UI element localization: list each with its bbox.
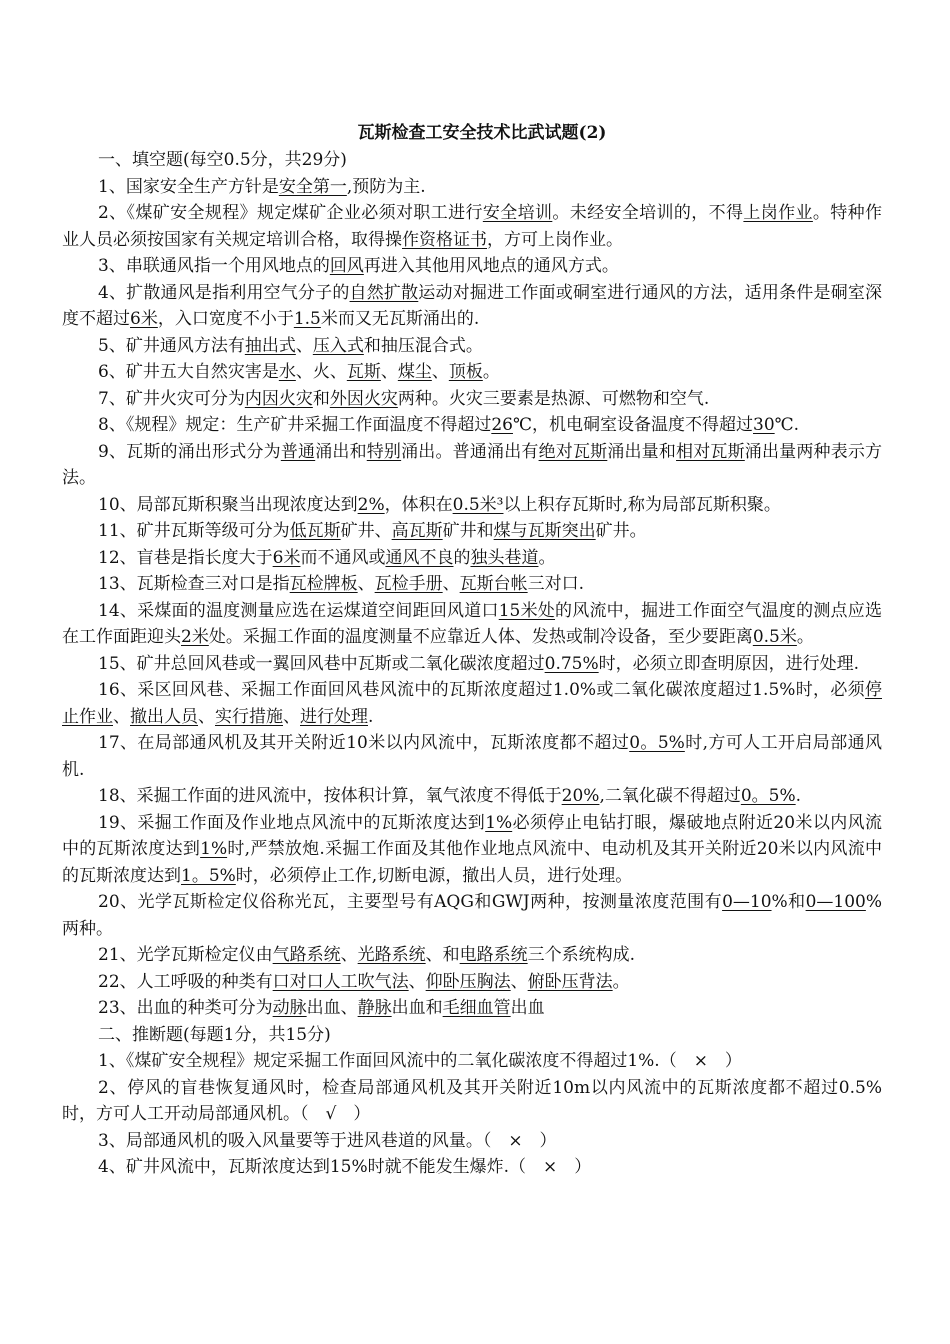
text-run: 1、《煤矿安全规程》规定采掘工作面回风流中的二氧化碳浓度不得超过1%.（ × ） [98,1051,742,1071]
text-run: 12、盲巷是指长度大于 [98,547,273,568]
answer-blank: 瓦斯 [346,362,381,382]
answer-blank: 0。5% [629,733,685,753]
answer-blank: 0.5米 [752,627,797,647]
text-run: 二、推断题(每题1分，共15分) [98,1024,331,1045]
text-run: 、和 [425,945,460,965]
text-run: 矿井和 [442,521,494,541]
text-run: ,预防为主. [346,176,426,197]
text-run: 。未经安全培训的，不得 [552,203,744,223]
answer-blank: 独头巷道 [470,547,539,568]
text-run: 。特种作业人员必须按国家有关规定培训合格，取得操 [62,203,883,250]
text-run: 、 [357,574,375,594]
paragraph [62,783,882,810]
text-run: 两种。火灾三要素是热源、可燃物和空气. [397,388,710,409]
answer-blank: 26 [491,415,513,435]
answer-blank: 作资格证书 [402,229,487,250]
paragraph [62,889,882,942]
text-run: 、 [380,362,398,382]
text-run: 7、矿井火灾可分为 [98,388,245,409]
paragraph [62,386,882,413]
text-run: 时，必须停止工作,切断电源，撤出人员，进行处理。 [235,865,633,886]
text-run: 三对口. [527,574,585,594]
text-run: 13、瓦斯检查三对口是指 [98,574,290,594]
text-run: 时,方可人工开启局部通风机. [62,733,882,780]
text-run: 11、矿井瓦斯等级可分为 [98,521,290,541]
answer-blank: 0。5% [740,786,796,806]
answer-blank: 绝对瓦斯 [538,441,608,462]
answer-blank: 静脉 [357,998,392,1018]
text-run: 涌出量两种表示方法。 [62,441,883,488]
text-run: 8、《规程》规定：生产矿井采掘工作面温度不得超过 [98,415,492,435]
paragraph [62,545,882,572]
document-title: 瓦斯检查工安全技术比武试题(2) [357,123,607,143]
text-run: 一、填空题(每空0.5分，共29分) [98,150,347,170]
paragraph [62,1154,882,1181]
answer-blank: 电路系统 [459,945,528,965]
answer-blank: 停止作业 [62,680,882,727]
text-run: 9、瓦斯的涌出形式分为 [98,441,281,462]
text-run: 、 [408,971,426,992]
answer-blank: 煤与瓦斯突出 [493,521,596,541]
paragraph [62,412,882,439]
answer-blank: 外因火灾 [329,388,398,409]
text-run: . [368,706,374,727]
answer-blank: 安全第一 [278,176,347,197]
text-run: 21、光学瓦斯检定仪由 [98,945,273,965]
answer-blank: 瓦检牌板 [289,574,358,594]
paragraph [62,730,882,783]
answer-blank: 俯卧压背法 [527,971,613,992]
paragraph [62,333,882,360]
answer-blank: 1% [200,839,228,859]
text-run: 2、《煤矿安全规程》规定煤矿企业必须对职工进行 [98,203,483,223]
paragraph [62,518,882,545]
text-run: 米而又无瓦斯涌出的. [320,309,480,329]
answer-blank: 6米 [272,547,301,568]
answer-blank: 普通 [280,441,316,462]
answer-blank: 通风不良 [385,547,454,568]
answer-blank: 进行处理 [300,706,368,727]
answer-blank: 0.75% [544,653,599,674]
text-run: 5、矿井通风方法有 [98,335,245,356]
text-run: 。 [538,547,556,568]
text-run: 3、串联通风指一个用风地点的 [98,256,330,276]
text-run: 矿井、 [340,521,392,541]
text-run: 出血 [510,998,545,1018]
answer-blank: 自然扩散 [349,282,419,303]
answer-blank: 瓦检手册 [374,574,443,594]
text-run: 20、光学瓦斯检定仪俗称光瓦，主要型号有AQG和GWJ两种，按测量浓度范围有 [98,892,723,912]
text-run: 22、人工呼吸的种类有 [98,971,273,992]
text-run: 、 [283,706,300,727]
text-run: 矿井。 [595,521,647,541]
text-run: 4、扩散通风是指利用空气分子的 [98,282,350,303]
answer-blank: 相对瓦斯 [676,441,745,462]
text-run: 、 [431,362,449,382]
answer-blank: 煤尘 [397,362,432,382]
answer-blank: 回风 [329,256,364,276]
text-run: 、 [198,706,215,727]
text-run: 、 [340,945,358,965]
answer-blank: 6米 [130,309,158,329]
answer-blank: 上岗作业 [743,203,813,223]
text-run: ，体积在 [384,494,453,515]
text-run: 再进入其他用风地点的通风方式。 [363,256,619,276]
text-run: 1、国家安全生产方针是 [98,176,279,197]
answer-blank: 特别 [366,441,402,462]
text-run: 、火、 [295,362,347,382]
answer-blank: 0—10 [722,892,772,912]
text-run: 3、局部通风机的吸入风量要等于进风巷道的风量。（ × ） [98,1130,557,1151]
text-run: 涌出和 [315,441,367,462]
text-run: 19、采掘工作面及作业地点风流中的瓦斯浓度达到 [98,812,486,833]
text-run: %两种。 [62,892,883,939]
paragraph [62,1048,882,1075]
text-run: 的 [453,547,471,568]
text-run: 三个系统构成. [527,945,636,965]
answer-blank: 低瓦斯 [289,521,341,541]
paragraph [62,1128,882,1155]
answer-blank: 仰卧压胸法 [425,971,511,992]
paragraph [62,969,882,996]
answer-blank: 光路系统 [357,945,426,965]
text-run: 16、采区回风巷、采掘工作面回风巷风流中的瓦斯浓度超过1.0%或二氧化碳浓度超过1.5%时，必须 [98,680,865,700]
paragraph [62,359,882,386]
text-run: 以上积存瓦斯时,称为局部瓦斯积聚。 [503,494,781,515]
answer-blank: 抽出式 [244,335,296,356]
text-run: . [795,786,802,806]
answer-blank: 瓦斯台帐 [459,574,528,594]
text-run: 的风流中，掘进工作面空气温度的测点应选在工作面距迎头 [62,600,882,647]
document-page [62,120,882,1181]
answer-blank: 口对口人工吹气法 [272,971,409,992]
answer-blank: 30 [753,415,775,435]
text-run: 涌出量和 [607,441,677,462]
answer-blank: 2米 [181,627,209,647]
text-run: ℃. [774,415,800,435]
text-run: 运动对掘进工作面或硐室进行通风的方法，适用条件是硐室深度不超过 [62,282,883,329]
paragraph [62,1022,882,1049]
text-run: ，入口宽度不小于 [157,309,294,329]
paragraph [62,598,882,651]
text-run: 18、采掘工作面的进风流中，按体积计算，氧气浓度不得低于 [98,786,562,806]
paragraph [62,651,882,678]
paragraph [62,280,882,333]
paragraph [62,439,882,492]
answer-blank: 15米处 [498,600,556,621]
answer-blank: 20% [561,786,600,806]
answer-blank: 实行措施 [215,706,283,727]
text-run: 23、出血的种类可分为 [98,998,273,1018]
text-run: 、 [295,335,313,356]
text-run: 10、局部瓦斯积聚当出现浓度达到 [98,494,358,515]
paragraph [62,1075,882,1128]
answer-blank: 撤出人员 [130,706,198,727]
text-run: 和抽压混合式。 [363,335,483,356]
answer-blank: 安全培训 [482,203,553,223]
answer-blank: 动脉 [272,998,307,1018]
paragraph [62,174,882,201]
answer-blank: 气路系统 [272,945,341,965]
paragraph [62,492,882,519]
text-run: 必须停止电钻打眼，爆破地点附近20米以内风流中的瓦斯浓度达到 [62,812,882,859]
text-run: 。 [796,627,814,647]
text-run: 时，必须立即查明原因，进行处理. [598,653,860,674]
text-run: 4、矿井风流中，瓦斯浓度达到15%时就不能发生爆炸.（ × ） [98,1157,592,1177]
text-run: ，方可上岗作业。 [487,229,623,250]
paragraph [62,147,882,174]
text-run: 、 [113,706,130,727]
text-run: 14、采煤面的温度测量应选在运煤道空间距回风道口 [98,600,499,621]
answer-blank: 毛细血管 [442,998,511,1018]
text-run: ,二氧化碳不得超过 [599,786,741,806]
text-run: 17、在局部通风机及其开关附近10米以内风流中，瓦斯浓度都不超过 [98,733,630,753]
answer-blank: 压入式 [312,335,364,356]
text-run: 6、矿井五大自然灾害是 [98,362,279,382]
paragraph [62,200,882,253]
text-run: ℃，机电硐室设备温度不得超过 [512,415,753,435]
answer-blank: 2% [357,494,385,515]
answer-blank: 高瓦斯 [391,521,443,541]
text-run: 而不通风或 [300,547,386,568]
text-run: 时,严禁放炮.采掘工作面及其他作业地点风流中、电动机及其开关附近20米以内风流中的瓦斯浓度达到 [62,839,882,886]
paragraph [62,677,882,730]
answer-blank: 0.5米³ [452,494,504,515]
text-run: 2、停风的盲巷恢复通风时，检查局部通风机及其开关附近10m以内风流中的瓦斯浓度都不超过0.5%时，方可人工开动局部通风机。（ √ ） [62,1077,882,1124]
paragraph [62,571,882,598]
answer-blank: 1.5 [293,309,321,329]
answer-blank: 0—100 [805,892,866,912]
answer-blank: 1% [485,812,513,833]
text-run: 、 [510,971,528,992]
text-run: 出血、 [306,998,358,1018]
paragraph [62,942,882,969]
text-run: 。 [612,971,630,992]
text-run: %和 [771,892,806,912]
answer-blank: 1。5% [181,865,236,886]
document-body [62,147,882,1181]
text-run: 和 [312,388,330,409]
text-run: 15、矿井总回风巷或一翼回风巷中瓦斯或二氧化碳浓度超过 [98,653,545,674]
text-run: 、 [442,574,460,594]
text-run: 涌出。普通涌出有 [401,441,539,462]
text-run: 。 [482,362,500,382]
paragraph [62,810,882,890]
text-run: 处。采掘工作面的温度测量不应靠近人体、发热或制冷设备，至少要距离 [208,627,753,647]
answer-blank: 水 [278,362,296,382]
answer-blank: 内因火灾 [244,388,313,409]
paragraph [62,995,882,1022]
text-run: 出血和 [391,998,443,1018]
paragraph [62,253,882,280]
answer-blank: 顶板 [448,362,483,382]
